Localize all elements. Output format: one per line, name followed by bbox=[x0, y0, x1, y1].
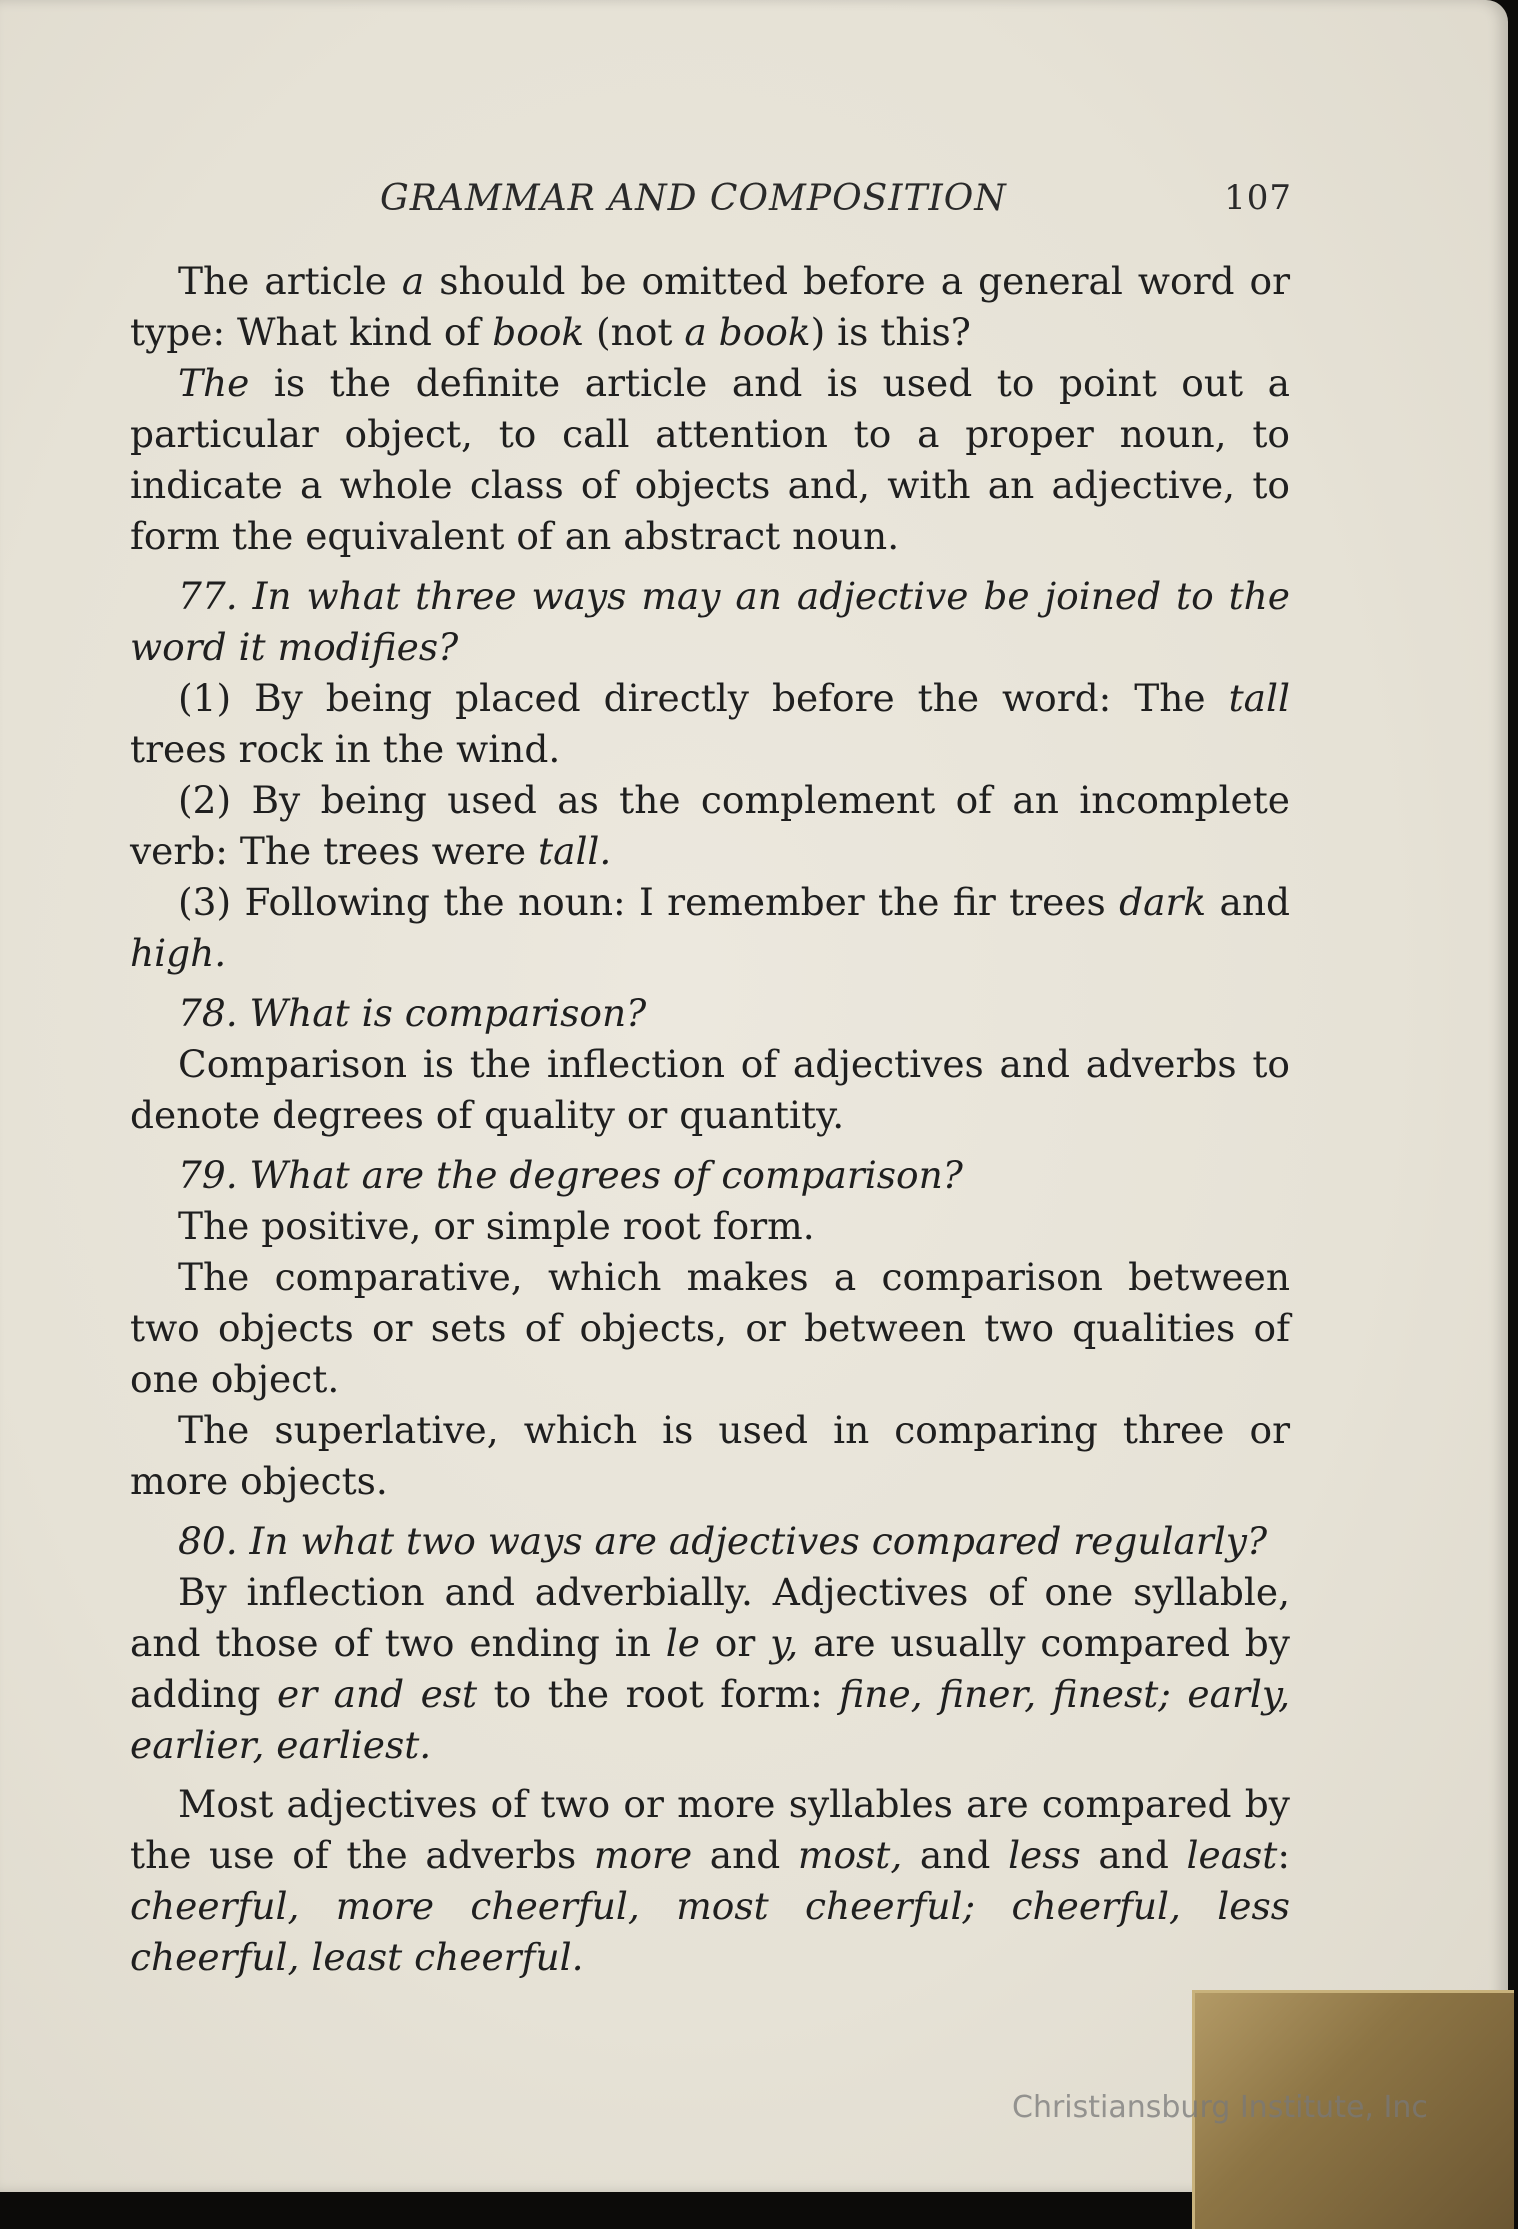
answer-80-2: Most adjectives of two or more syllables are compared by the use of the adverbs more and most, and less and least: cheerful, more cheerful, most cheerful; cheerful, less cheerful, least cheerful. bbox=[130, 1782, 1291, 1979]
paragraph-article-the: The is the definite article and is used to point out a particular object, to call attention to a proper noun, to indicate a whole class of objects and, with an adjective, to form the equivalent of an abstract noun. bbox=[130, 361, 1290, 558]
answer-77-3: (3) Following the noun: I remember the fir trees dark and high. bbox=[130, 880, 1290, 975]
question-80: 80. In what two ways are adjectives compared regularly? bbox=[178, 1519, 1268, 1563]
answer-80-1: By inflection and adverbially. Adjectives of one syllable, and those of two ending in le or y, are usually compared by adding er and est to the root form: fine, finer, finest; early, earlier, earliest. bbox=[130, 1570, 1290, 1767]
paragraph-article-a: The article a should be omitted before a general word or type: What kind of book (not a book) is this? bbox=[130, 259, 1290, 354]
page-number: 107 bbox=[1224, 178, 1292, 218]
answer-77-1: (1) By being placed directly before the word: The tall trees rock in the wind. bbox=[130, 676, 1290, 771]
answer-79-positive: The positive, or simple root form. bbox=[178, 1204, 815, 1248]
running-header bbox=[380, 178, 1292, 219]
watermark: Christiansburg Institute, Inc bbox=[1012, 2090, 1428, 2125]
answer-77-2: (2) By being used as the complement of an incomplete verb: The trees were tall. bbox=[130, 778, 1290, 873]
answer-79-superlative: The superlative, which is used in comparing three or more objects. bbox=[130, 1408, 1290, 1503]
question-78: 78. What is comparison? bbox=[178, 991, 647, 1035]
page-body bbox=[130, 256, 1290, 1983]
answer-78: Comparison is the inflection of adjectives and adverbs to denote degrees of quality or quantity. bbox=[130, 1042, 1290, 1137]
running-title: GRAMMAR AND COMPOSITION bbox=[380, 178, 1007, 219]
question-79: 79. What are the degrees of comparison? bbox=[178, 1153, 963, 1197]
question-77: 77. In what three ways may an adjective be joined to the word it modifies? bbox=[130, 574, 1290, 669]
answer-79-comparative: The comparative, which makes a comparison between two objects or sets of objects, or between two qualities of one object. bbox=[130, 1255, 1290, 1401]
